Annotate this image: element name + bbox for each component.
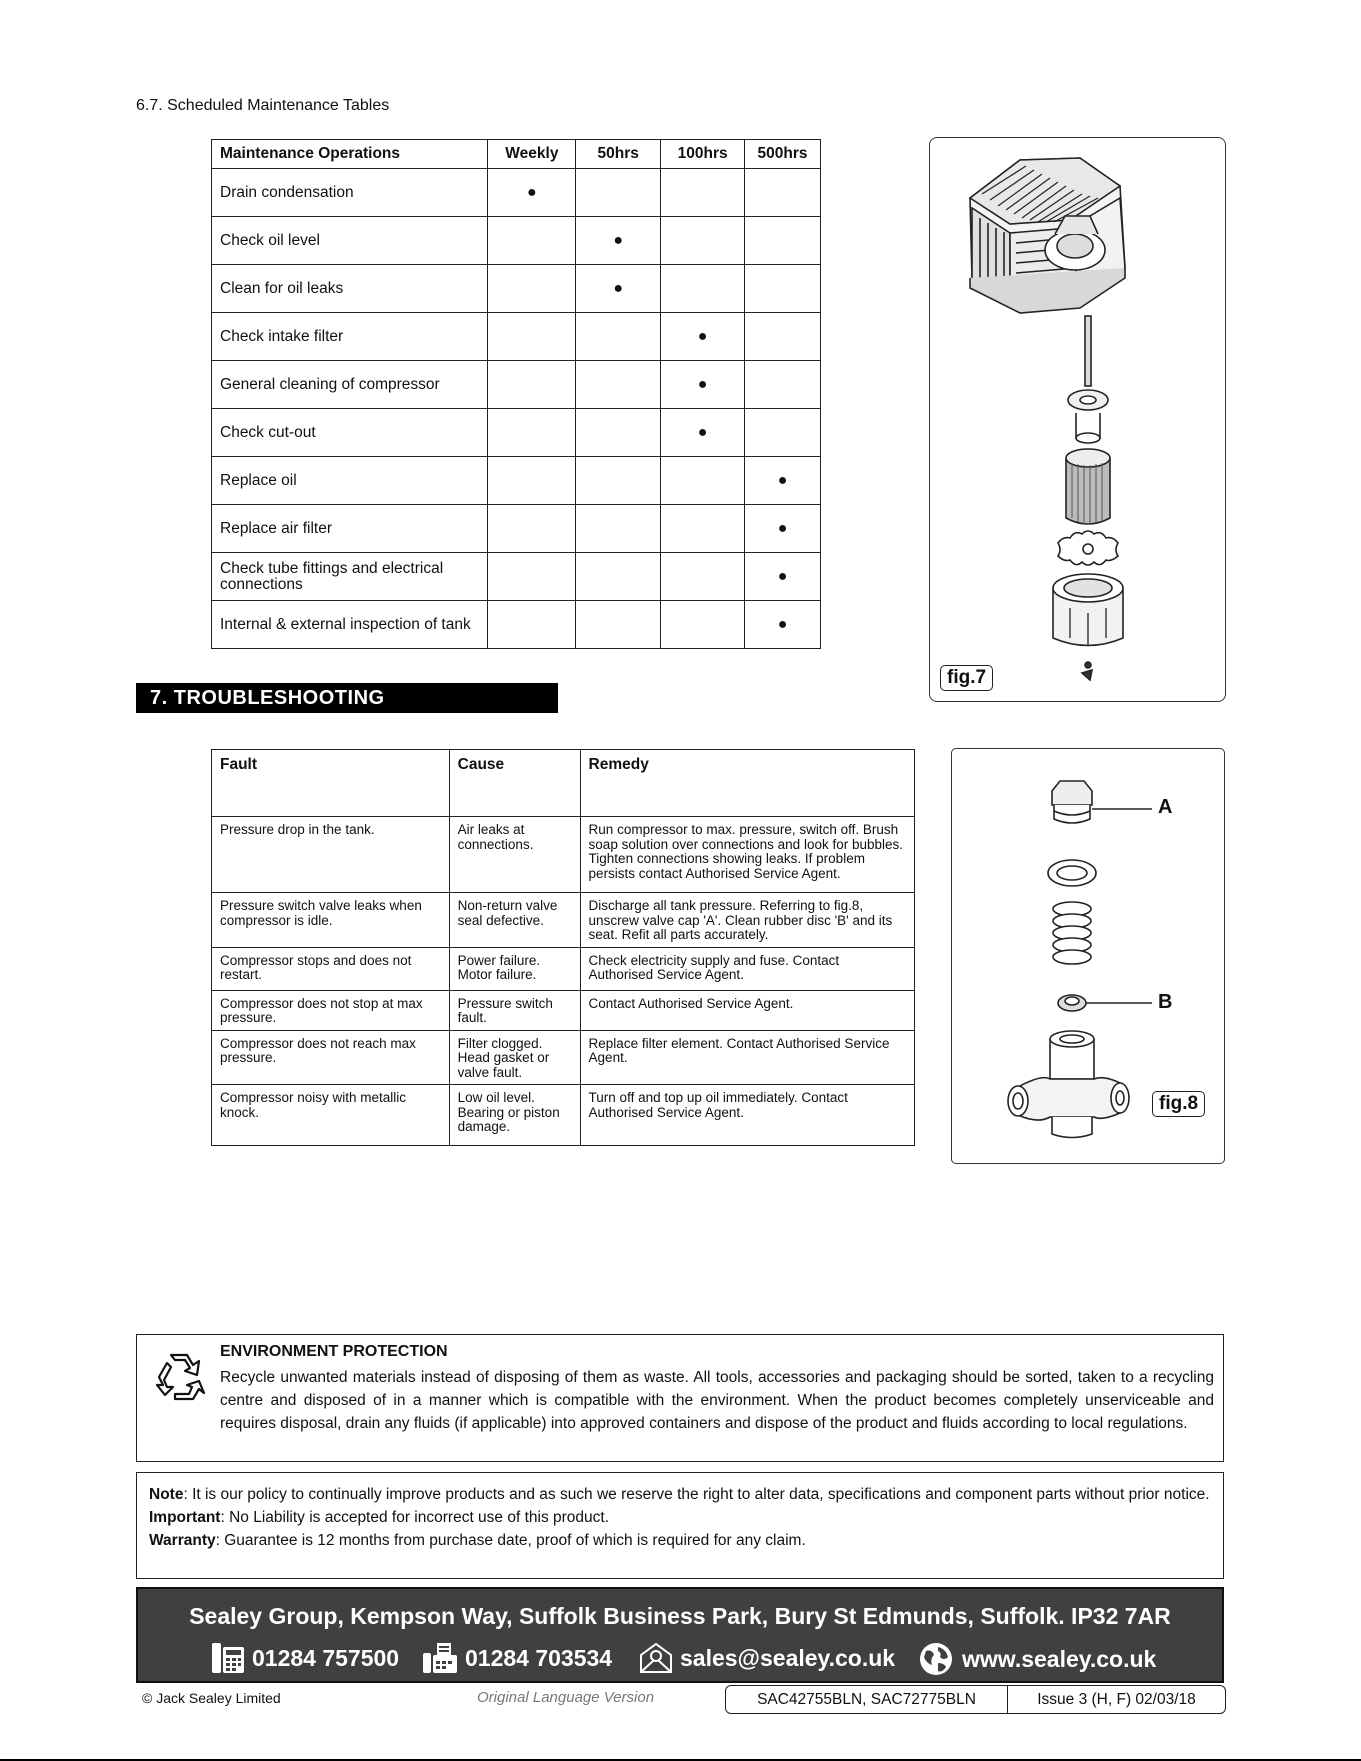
troubleshooting-row [212, 893, 915, 948]
schedule-mark: ● [661, 409, 745, 457]
troubleshooting-row [212, 947, 915, 990]
schedule-mark [745, 217, 821, 265]
maintenance-operation: Internal & external inspection of tank [212, 601, 488, 649]
schedule-mark [745, 361, 821, 409]
header-remedy: Remedy [580, 750, 914, 817]
schedule-mark [661, 457, 745, 505]
remedy-cell: Replace filter element. Contact Authorised Service Agent. [580, 1030, 914, 1085]
troubleshooting-row [212, 817, 915, 893]
schedule-mark [576, 553, 661, 601]
maintenance-table [211, 139, 821, 649]
environment-title: ENVIRONMENT PROTECTION [220, 1343, 448, 1360]
note-text: : It is our policy to continually improve products and as such we reserve the right to alter data, specifications and component parts without prior notice. [183, 1486, 1210, 1503]
warranty-text: : Guarantee is 12 months from purchase date, proof of which is required for any claim. [215, 1532, 806, 1549]
schedule-mark [745, 169, 821, 217]
schedule-mark [745, 409, 821, 457]
email-icon [638, 1641, 674, 1675]
troubleshooting-row [212, 990, 915, 1030]
remedy-cell: Turn off and top up oil immediately. Contact Authorised Service Agent. [580, 1085, 914, 1146]
header-100hrs: 100hrs [661, 140, 745, 169]
schedule-mark [488, 217, 576, 265]
header-weekly: Weekly [488, 140, 576, 169]
globe-icon [918, 1641, 954, 1677]
environment-text: Recycle unwanted materials instead of disposing of them as waste. All tools, accessories and packaging should be sorted, taken to a recycling centre and disposed of in a manner which is compatible with the environment. When the product becomes completely unserviceable and requires disposal, drain any fluids (if applicable) into approved containers and dispose of the product and fluids according to local regulations. [220, 1369, 1214, 1432]
warranty-line [149, 1529, 1211, 1552]
schedule-mark [488, 601, 576, 649]
maintenance-header-row [212, 140, 821, 169]
schedule-mark: ● [661, 313, 745, 361]
schedule-mark: ● [661, 361, 745, 409]
phone-icon [210, 1641, 246, 1675]
fault-cell: Pressure drop in the tank. [212, 817, 450, 893]
company-address: Sealey Group, Kempson Way, Suffolk Business Park, Bury St Edmunds, Suffolk. IP32 7AR [189, 1603, 1171, 1629]
fault-cell: Compressor noisy with metallic knock. [212, 1085, 450, 1146]
remedy-cell: Run compressor to max. pressure, switch off. Brush soap solution over connections and look for bubbles. Tighten connections showing leaks. If problem persists contact Authorised Service Agent. [580, 817, 914, 893]
important-line [149, 1506, 1211, 1529]
callout-a: A [1158, 796, 1173, 818]
note-line [149, 1483, 1211, 1506]
fax-icon [421, 1641, 459, 1675]
fax-block [421, 1641, 612, 1675]
schedule-mark [576, 361, 661, 409]
troubleshooting-header-row [212, 750, 915, 817]
schedule-mark: ● [745, 457, 821, 505]
schedule-mark [661, 217, 745, 265]
original-language-note: Original Language Version [477, 1689, 655, 1706]
company-footer [136, 1587, 1224, 1683]
maintenance-operation: Drain condensation [212, 169, 488, 217]
remedy-cell: Contact Authorised Service Agent. [580, 990, 914, 1030]
cause-cell: Power failure. Motor failure. [449, 947, 580, 990]
schedule-mark: ● [488, 169, 576, 217]
maintenance-operation: Clean for oil leaks [212, 265, 488, 313]
cause-cell: Low oil level. Bearing or piston damage. [449, 1085, 580, 1146]
schedule-mark [488, 265, 576, 313]
cause-cell: Filter clogged. Head gasket or valve fault. [449, 1030, 580, 1085]
phone-block [210, 1641, 399, 1675]
maintenance-operation: Check tube fittings and electrical connections [212, 553, 488, 601]
header-fault: Fault [212, 750, 450, 817]
maintenance-row [212, 457, 821, 505]
email-block[interactable] [638, 1641, 895, 1675]
fault-cell: Pressure switch valve leaks when compressor is idle. [212, 893, 450, 948]
schedule-mark [745, 313, 821, 361]
schedule-mark [488, 505, 576, 553]
website-url[interactable]: www.sealey.co.uk [962, 1645, 1157, 1672]
fault-cell: Compressor does not stop at max pressure. [212, 990, 450, 1030]
schedule-mark [576, 505, 661, 553]
header-50hrs: 50hrs [576, 140, 661, 169]
schedule-mark: ● [745, 505, 821, 553]
schedule-mark [661, 601, 745, 649]
fault-cell: Compressor stops and does not restart. [212, 947, 450, 990]
schedule-mark [661, 505, 745, 553]
maintenance-operation: General cleaning of compressor [212, 361, 488, 409]
header-cause: Cause [449, 750, 580, 817]
fig7-panel [929, 137, 1226, 702]
troubleshooting-row [212, 1085, 915, 1146]
fax-number: 01284 703534 [465, 1644, 613, 1671]
troubleshooting-title: 7. TROUBLESHOOTING [136, 683, 558, 713]
schedule-mark [576, 457, 661, 505]
schedule-mark: ● [745, 553, 821, 601]
important-text: : No Liability is accepted for incorrect use of this product. [220, 1509, 610, 1526]
schedule-mark [576, 601, 661, 649]
maintenance-row [212, 409, 821, 457]
cause-cell: Air leaks at connections. [449, 817, 580, 893]
fig8-label: fig.8 [1152, 1091, 1205, 1117]
schedule-mark [661, 169, 745, 217]
compressor-head-exploded-illustration [930, 138, 1225, 701]
header-500hrs: 500hrs [745, 140, 821, 169]
document-reference-box [725, 1685, 1226, 1714]
maintenance-row [212, 601, 821, 649]
maintenance-operation: Replace air filter [212, 505, 488, 553]
maintenance-row [212, 313, 821, 361]
schedule-mark [488, 457, 576, 505]
schedule-mark [661, 265, 745, 313]
schedule-mark [661, 553, 745, 601]
phone-number: 01284 757500 [252, 1644, 400, 1671]
maintenance-row [212, 553, 821, 601]
maintenance-row [212, 361, 821, 409]
copyright: © Jack Sealey Limited [142, 1690, 281, 1706]
schedule-mark [576, 409, 661, 457]
schedule-mark [745, 265, 821, 313]
schedule-mark [576, 313, 661, 361]
maintenance-row [212, 169, 821, 217]
schedule-mark: ● [576, 265, 661, 313]
remedy-cell: Discharge all tank pressure. Referring to fig.8, unscrew valve cap 'A'. Clean rubber disc 'B' and its seat. Refit all parts accurately. [580, 893, 914, 948]
fault-cell: Compressor does not reach max pressure. [212, 1030, 450, 1085]
important-label: Important [149, 1509, 221, 1526]
warranty-label: Warranty [149, 1532, 216, 1549]
schedule-mark [488, 553, 576, 601]
maintenance-row [212, 505, 821, 553]
maintenance-operation: Replace oil [212, 457, 488, 505]
cause-cell: Non-return valve seal defective. [449, 893, 580, 948]
maintenance-operation: Check cut-out [212, 409, 488, 457]
callout-b: B [1158, 991, 1173, 1013]
header-maintenance-operations: Maintenance Operations [212, 140, 488, 169]
maintenance-operation: Check oil level [212, 217, 488, 265]
maintenance-row [212, 265, 821, 313]
section-heading: 6.7. Scheduled Maintenance Tables [136, 97, 390, 114]
maintenance-row [212, 217, 821, 265]
environment-protection-box [136, 1334, 1224, 1462]
schedule-mark: ● [745, 601, 821, 649]
schedule-mark [488, 361, 576, 409]
troubleshooting-table [211, 749, 915, 1146]
recycle-icon [147, 1347, 211, 1411]
schedule-mark [488, 409, 576, 457]
fig7-label: fig.7 [940, 665, 993, 691]
schedule-mark: ● [576, 217, 661, 265]
troubleshooting-row [212, 1030, 915, 1085]
fig8-panel [951, 748, 1225, 1164]
maintenance-operation: Check intake filter [212, 313, 488, 361]
web-block[interactable] [918, 1641, 1156, 1677]
schedule-mark [576, 169, 661, 217]
remedy-cell: Check electricity supply and fuse. Contact Authorised Service Agent. [580, 947, 914, 990]
schedule-mark [488, 313, 576, 361]
issue-info: Issue 3 (H, F) 02/03/18 [1037, 1690, 1196, 1708]
note-label: Note [149, 1486, 184, 1503]
email-address[interactable]: sales@sealey.co.uk [680, 1644, 896, 1671]
notes-box [136, 1472, 1224, 1579]
cause-cell: Pressure switch fault. [449, 990, 580, 1030]
model-references: SAC42755BLN, SAC72775BLN [726, 1686, 1008, 1713]
